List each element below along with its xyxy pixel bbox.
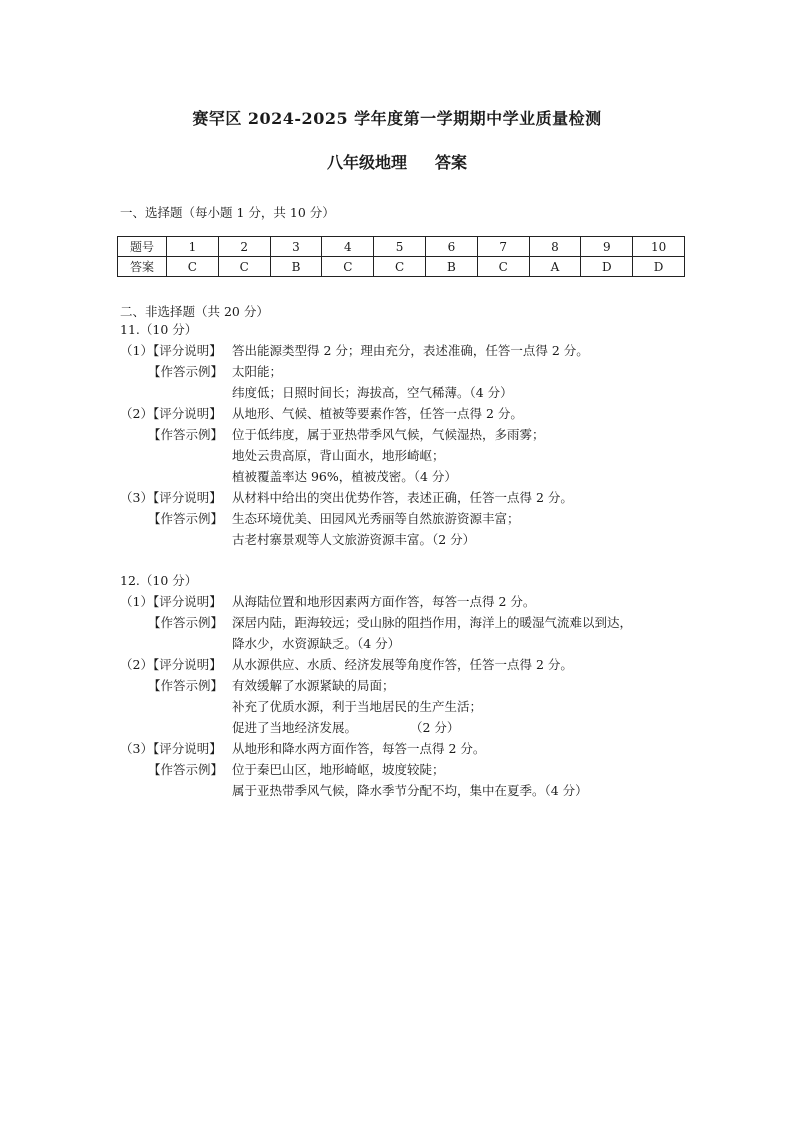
table-cell: D [581,257,633,277]
q11-p2-example-tag: 【作答示例】 [148,427,224,442]
q11-p3-example-2: 古老村寨景观等人文旅游资源丰富。（2 分） [232,532,476,547]
q11-p2-example-3: 植被覆盖率达 96%，植被茂密。（4 分） [232,469,457,484]
table-cell: 9 [581,237,633,257]
table-cell: 7 [477,237,529,257]
q11-p3-tag: （3）【评分说明】 [120,490,222,505]
q11-p2-example-1: 位于低纬度，属于亚热带季风气候，气候湿热，多雨雾； [232,427,545,442]
q12-p3-text: 从地形和降水两方面作答，每答一点得 2 分。 [232,741,486,756]
table-cell: 8 [529,237,581,257]
q12-p3-example-1: 位于秦巴山区，地形崎岖，坡度较陡； [232,762,445,777]
table-cell: 6 [425,237,477,257]
q12-p3-example-2: 属于亚热带季风气候，降水季节分配不均，集中在夏季。（4 分） [232,783,588,798]
table-cell: D [633,257,685,277]
table-cell: 1 [167,237,219,257]
table-cell: B [425,257,477,277]
table-cell: B [270,257,322,277]
q12-p1-tag: （1）【评分说明】 [120,594,222,609]
q12-p2-example-3: 促进了当地经济发展。 [232,720,358,735]
q12-p2-example-tag: 【作答示例】 [148,678,224,693]
q11-p1-example-tag: 【作答示例】 [148,364,224,379]
q12-p3-example-tag: 【作答示例】 [148,762,224,777]
q12-p3-tag: （3）【评分说明】 [120,741,222,756]
q11-p3-example-tag: 【作答示例】 [148,511,224,526]
document-subtitle [0,150,794,173]
table-cell: C [477,257,529,277]
q11-p3-example-1: 生态环境优美、田园风光秀丽等自然旅游资源丰富； [232,511,520,526]
table-cell: 4 [322,237,374,257]
answer-table [117,236,685,277]
table-cell: A [529,257,581,277]
q12-p1-example-2: 降水少，水资源缺乏。（4 分） [232,636,401,651]
table-cell: 3 [270,237,322,257]
table-cell: C [374,257,426,277]
q12-p2-example-1: 有效缓解了水源紧缺的局面； [232,678,395,693]
table-row-answers [118,257,685,277]
q11-p2-text: 从地形、气候、植被等要素作答，任答一点得 2 分。 [232,406,523,421]
subject-label: 八年级地理 [326,153,407,172]
q11-p2-example-2: 地处云贵高原，背山面水，地形崎岖； [232,448,445,463]
q12-p2-example-2: 补充了优质水源，利于当地居民的生产生活； [232,699,483,714]
q11-p1-example-2: 纬度低；日照时间长；海拔高，空气稀薄。（4 分） [232,385,513,400]
q12-label: 12.（10 分） [120,573,198,588]
section2-heading: 二、非选择题（共 20 分） [120,304,269,319]
q12-p2-score: （2 分） [410,720,460,735]
table-cell: 2 [218,237,270,257]
table-row-numbers [118,237,685,257]
table-cell: 10 [633,237,685,257]
table-cell: C [322,257,374,277]
q11-label: 11.（10 分） [120,322,198,337]
row-header-answer: 答案 [118,257,167,277]
q11-p3-text: 从材料中给出的突出优势作答，表述正确，任答一点得 2 分。 [232,490,573,505]
table-cell: C [167,257,219,277]
row-header-number: 题号 [118,237,167,257]
table-cell: 5 [374,237,426,257]
q12-p1-example-1: 深居内陆，距海较远；受山脉的阻挡作用，海洋上的暖湿气流难以到达， [232,615,633,630]
q11-p2-tag: （2）【评分说明】 [120,406,222,421]
section1-heading: 一、选择题（每小题 1 分，共 10 分） [120,205,335,220]
q12-p2-tag: （2）【评分说明】 [120,657,222,672]
q12-p1-example-tag: 【作答示例】 [148,615,224,630]
document-title: 赛罕区 2024-2025 学年度第一学期期中学业质量检测 [192,109,602,128]
answer-label: 答案 [435,153,468,172]
q12-p1-text: 从海陆位置和地形因素两方面作答，每答一点得 2 分。 [232,594,536,609]
table-cell: C [218,257,270,277]
q12-p2-text: 从水源供应、水质、经济发展等角度作答，任答一点得 2 分。 [232,657,573,672]
q11-p1-text: 答出能源类型得 2 分；理由充分，表述准确，任答一点得 2 分。 [232,343,589,358]
q11-p1-example-1: 太阳能； [232,364,283,379]
q11-p1-tag: （1）【评分说明】 [120,343,222,358]
